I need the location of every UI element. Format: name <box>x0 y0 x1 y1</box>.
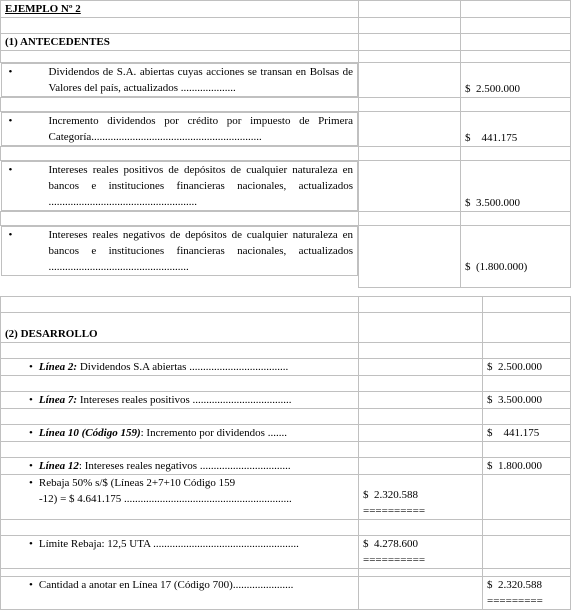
example-title <box>1 1 359 18</box>
desarrollo-amount: $ 2.500.000 <box>483 359 571 376</box>
antecedente-item: • Intereses reales positivos de depósitos de cualquier naturaleza en bancos e instituciones financieras nacionales, actualizados ...................................................... <box>1 161 359 211</box>
desarrollo-row: • Línea 10 (Código 159): Incremento por dividendos ....... <box>1 425 359 442</box>
bullet-icon: • <box>29 477 33 489</box>
bullet-icon: • <box>8 164 13 176</box>
desarrollo-table <box>0 296 571 610</box>
bullet-icon: • <box>8 115 13 127</box>
antecedente-amount: $ 441.175 <box>461 112 571 147</box>
desarrollo-row: • Línea 7: Intereses reales positivos .................................... <box>1 392 359 409</box>
section1-heading: (1) ANTECEDENTES <box>1 34 359 51</box>
double-underline: ========== <box>363 554 426 566</box>
desarrollo-row: • Línea 2: Dividendos S.A abiertas .................................... <box>1 359 359 376</box>
bullet-icon: • <box>29 427 33 439</box>
bullet-icon: • <box>29 538 33 550</box>
rebaja-row: • Rebaja 50% s/$ (Líneas 2+7+10 Código 159 -12) = $ 4.641.175 ............................................................. <box>1 475 359 520</box>
bullet-icon: • <box>8 66 13 78</box>
double-underline: ========== <box>363 505 426 517</box>
antecedente-amount: $ (1.800.000) <box>461 226 571 288</box>
antecedente-item: • Intereses reales negativos de depósitos de cualquier naturaleza en bancos e instituciones financieras nacionales, actualizados ................................................... <box>1 226 359 276</box>
desarrollo-amount: $ 1.800.000 <box>483 458 571 475</box>
rebaja-amount: $ 2.320.588 ========== <box>359 475 483 520</box>
cantidad-amount: $ 2.320.588 ========= <box>483 577 571 610</box>
double-underline: ========= <box>487 595 543 607</box>
antecedente-amount: $ 3.500.000 <box>461 161 571 212</box>
antecedente-item: • Dividendos de S.A. abiertas cuyas acciones se transan en Bolsas de Valores del país, actualizados .................... <box>1 63 359 97</box>
desarrollo-amount: $ 441.175 <box>483 425 571 442</box>
limite-amount: $ 4.278.600 ========== <box>359 536 483 569</box>
antecedente-item: • Incremento dividendos por crédito por impuesto de Primera Categoría.............................................................. <box>1 112 359 146</box>
example-title-text: EJEMPLO Nº 2 <box>5 3 81 15</box>
bullet-icon: • <box>8 229 13 241</box>
section2-heading: (2) DESARROLLO <box>1 313 359 343</box>
desarrollo-amount: $ 3.500.000 <box>483 392 571 409</box>
limite-row: • Límite Rebaja: 12,5 UTA ..................................................... <box>1 536 359 569</box>
antecedentes-table <box>0 0 571 288</box>
bullet-icon: • <box>29 460 33 472</box>
cantidad-row: • Cantidad a anotar en Línea 17 (Código 700)...................... <box>1 577 359 610</box>
antecedente-amount: $ 2.500.000 <box>461 63 571 98</box>
bullet-icon: • <box>29 361 33 373</box>
desarrollo-row: • Línea 12: Intereses reales negativos ................................. <box>1 458 359 475</box>
bullet-icon: • <box>29 394 33 406</box>
bullet-icon: • <box>29 579 33 591</box>
